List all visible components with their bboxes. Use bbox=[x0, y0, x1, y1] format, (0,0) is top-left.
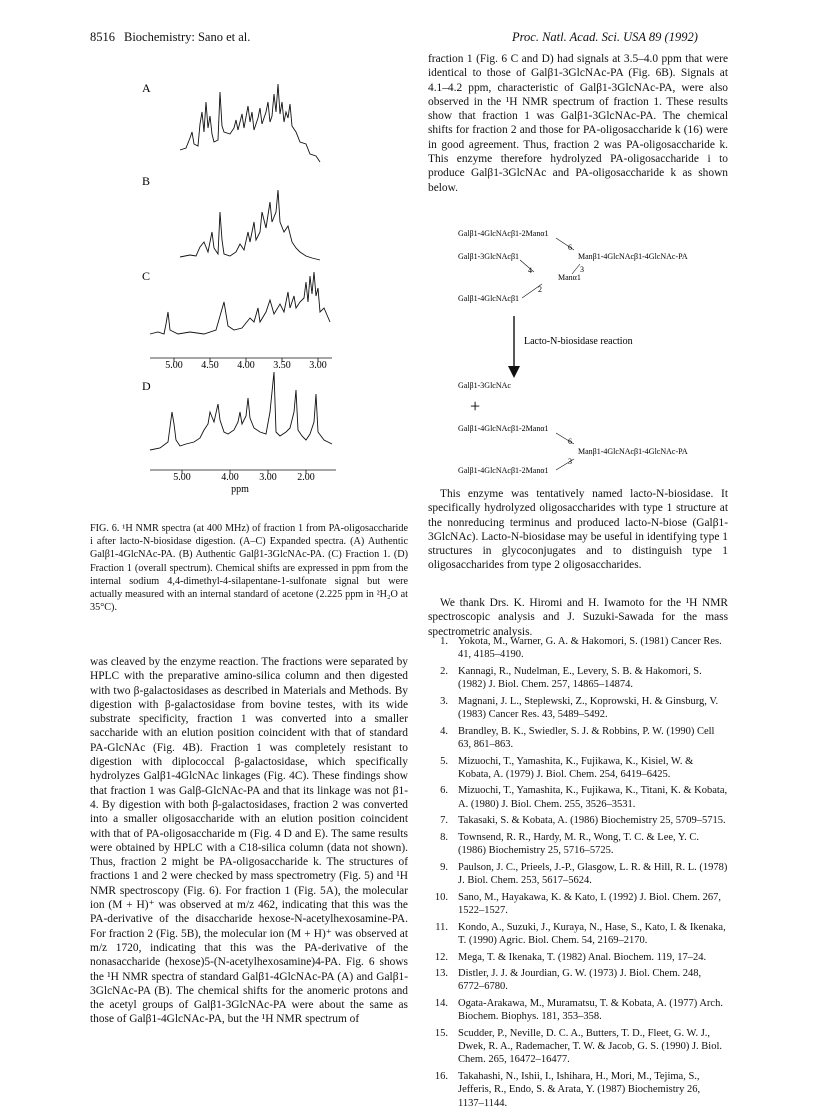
page-number: 8516 bbox=[90, 30, 115, 44]
acknowledgment: We thank Drs. K. Hiromi and H. Iwamoto for the ¹H NMR spectroscopic analysis and J. Suzuki-Sawada for the mass spectrometric analysis. bbox=[428, 597, 728, 638]
right-column-body: fraction 1 (Fig. 6 C and D) had signals at 3.5–4.0 ppm that were identical to those of Galβ1-3GlcNAc-PA (Fig. 6B). Signals at 4.1–4.2 ppm, characteristic of Galβ1-3GlcNAc-PA, were also observed in the ¹H NMR spectrum of fraction 1. These results show that fraction 1 was Galβ1-3GlcNAc-PA. The chemical shifts for fraction 2 and those for PA-oligosaccharide k (16) were in good agreement. Thus, fraction 2 was PA-oligosaccharide k. This enzyme therefore hydrolyzed PA-oligosaccharide i to produce Galβ1-3GlcNAc and PA-oligosaccharide k as shown below. bbox=[428, 53, 728, 194]
tick-label: 3.00 bbox=[259, 472, 277, 483]
reference-item: 13. Distler, J. J. & Jourdian, G. W. (1973) J. Biol. Chem. 248, 6772–6780. bbox=[434, 968, 702, 993]
reaction-scheme bbox=[458, 228, 728, 480]
reference-list bbox=[428, 635, 728, 1113]
panel-label-c: C bbox=[142, 269, 151, 283]
link-4: 4 bbox=[528, 266, 532, 275]
product-link-3: 3 bbox=[568, 457, 572, 466]
tick-label: 4.50 bbox=[201, 360, 219, 371]
reference-item: 16. Takahashi, N., Ishii, I., Ishihara, H., Mori, M., Tejima, S., Jefferis, R., Endo, S. & Arata, Y. (1987) Biochemistry 26, 1137–1144. bbox=[434, 1071, 701, 1109]
reference-item: 1. Yokota, M., Warner, G. A. & Hakomori, S. (1981) Cancer Res. 41, 4185–4190. bbox=[440, 636, 722, 661]
conclusion-paragraph: This enzyme was tentatively named lacto-N-biosidase. It specifically hydrolyzed oligosaccharides with type 1 structure at the nonreducing terminus and produced lacto-N-biose (Galβ1-3GlcNAc). Lacto-N-biosidase may be useful in identifying type 1 structures in glycoconjugates and to distinguish type 1 oligosaccharides from type 2 oligosaccharides. bbox=[428, 488, 728, 572]
running-head-left: Biochemistry: Sano et al. bbox=[124, 30, 251, 44]
tick-label: 3.00 bbox=[309, 360, 327, 371]
panel-label-d: D bbox=[142, 379, 151, 393]
tick-label: 5.00 bbox=[173, 472, 191, 483]
plus-sign: + bbox=[470, 396, 481, 416]
link-6: 6 bbox=[568, 243, 572, 252]
axis-unit-label: ppm bbox=[231, 484, 249, 495]
reference-item: 10. Sano, M., Hayakawa, K. & Kato, I. (1992) J. Biol. Chem. 267, 1522–1527. bbox=[434, 891, 722, 917]
reference-item: 15. Scudder, P., Neville, D. C. A., Butters, T. D., Fleet, G. W. J., Dwek, R. A., Rademacher, T. W. & Jacob, G. S. (1990) J. Biol. Chem. 265, 16472–16477. bbox=[434, 1027, 722, 1066]
substrate-branch-1: Galβ1-4GlcNAcβ1-2Manα1 bbox=[458, 229, 549, 238]
tick-label: 5.00 bbox=[165, 360, 183, 371]
left-column-body: was cleaved by the enzyme reaction. The fractions were separated by HPLC with the preparative amino-silica column and then digested with two β-galactosidases as described in Materials and Methods. By digestion with β-galactosidase from bovine testes, with its wide substrate specificity, fraction 1 was converted into a smaller saccharide with an elution position coincident with that of standard PA-GlcNAc (Fig. 4B). Fraction 1 was completely resistant to digestion with diplococcal β-galactosidase, which specifically hydrolyzes Galβ1-4GlcNAc linkages (Fig. 4C). These findings show that fraction 1 was Galβ-GlcNAc-PA and that its linkage was not β1-4. By digestion with both β-galactosidases, fraction 2 was converted into a smaller oligosaccharide with an elution position coincident with that of PA-oligosaccharide m (Fig. 4 D and E). The same results were obtained by HPLC with a C18-silica column (data not shown). Thus, fraction 2 might be PA-oligosaccharide k. The structures of fractions 1 and 2 were checked by mass spectrometry (Fig. 5) and ¹H NMR spectroscopy (Fig. 6). For fraction 1 (Fig. 5A), the molecular ion (M + H)⁺ was observed at m/z 462, indicating that this was the PA-derivative of the disaccharide hexose-N-acetylhexosamine-PA. For fraction 2 (Fig. 5B), the molecular ion (M + H)⁺ was observed at m/z 1720, indicating that this was the PA-derivative of the nonasaccharide (hexose)5-(N-acetylhexosamine)4-PA. Fig. 6 shows the ¹H NMR spectra of standard Galβ1-4GlcNAc-PA (A) and Galβ1-3GlcNAc-PA (B). The chemical shifts for the anomeric protons and the acetyl groups of Galβ1-3GlcNAc-PA were about the same as those of Galβ1-4GlcNAc-PA, but the ¹H NMR spectrum of bbox=[90, 656, 408, 1026]
product-1: Galβ1-3GlcNAc bbox=[458, 381, 511, 390]
tick-label: 4.00 bbox=[237, 360, 255, 371]
axis-ticks-full bbox=[182, 470, 306, 474]
product-2-branch-2: Galβ1-4GlcNAcβ1-2Manα1 bbox=[458, 466, 549, 475]
reference-item: 5. Mizuochi, T., Yamashita, K., Fujikawa, K., Kisiel, W. & Kobata, A. (1979) J. Biol. Chem. 254, 6419–6425. bbox=[440, 755, 694, 780]
reference-item: 11. Kondo, A., Suzuki, J., Kuraya, N., Hase, S., Kato, I. & Ikenaka, T. (1990) Agric. Biol. Chem. 54, 2169–2170. bbox=[435, 921, 726, 946]
substrate-core: Manβ1-4GlcNAcβ1-4GlcNAc-PA bbox=[578, 252, 688, 261]
tick-label: 4.00 bbox=[221, 472, 239, 483]
product-link-6: 6 bbox=[568, 437, 572, 446]
link-3: 3 bbox=[580, 265, 584, 274]
reaction-arrow-head bbox=[508, 366, 520, 378]
running-head-right: Proc. Natl. Acad. Sci. USA 89 (1992) bbox=[512, 30, 698, 44]
reference-item: 12. Mega, T. & Ikenaka, T. (1982) Anal. Biochem. 119, 17–24. bbox=[434, 951, 707, 963]
reference-item: 6. Mizuochi, T., Yamashita, K., Fujikawa, K., Titani, K. & Kobata, A. (1980) J. Biol. Chem. 255, 3526–3531. bbox=[440, 785, 728, 810]
reference-item: 9. Paulson, J. C., Prieels, J.-P., Glasgow, L. R. & Hill, R. L. (1978) J. Biol. Chem. 253, 5617–5624. bbox=[440, 861, 728, 887]
reference-item: 14. Ogata-Arakawa, M., Muramatsu, T. & Kobata, A. (1977) Arch. Biochem. Biophys. 181, 353–358. bbox=[434, 997, 723, 1023]
nmr-spectra-figure bbox=[120, 72, 420, 512]
reference-item: 7. Takasaki, S. & Kobata, A. (1986) Biochemistry 25, 5709–5715. bbox=[440, 815, 726, 827]
panel-label-b: B bbox=[142, 174, 151, 188]
panel-label-a: A bbox=[142, 81, 151, 95]
reference-item: 4. Brandley, B. K., Swiedler, S. J. & Robbins, P. W. (1990) Cell 63, 861–863. bbox=[440, 725, 715, 750]
spectrum-d bbox=[150, 372, 332, 450]
tick-label: 3.50 bbox=[273, 360, 291, 371]
figure-caption: FIG. 6. ¹H NMR spectra (at 400 MHz) of fraction 1 from PA-oligosaccharide i after lacto-N-biosidase digestion. (A–C) Expanded spectra. (A) Authentic Galβ1-4GlcNAc-PA. (B) Authentic Galβ1-3GlcNAc-PA. (C) Fraction 1. (D) Fraction 1 (overall spectrum). Chemical shifts are expressed in ppm from the internal sodium 4,4-dimethyl-4-silapentane-1-sulfonate signal but were actually measured with an internal standard of acetone (2.225 ppm in ²H₂O at 35°C). bbox=[90, 523, 408, 614]
spectrum-a bbox=[180, 84, 320, 162]
substrate-branch-3: Galβ1-4GlcNAcβ1 bbox=[458, 294, 520, 303]
spectrum-b bbox=[180, 190, 320, 260]
reference-item: 8. Townsend, R. R., Hardy, M. R., Wong, T. C. & Lee, Y. C. (1986) Biochemistry 25, 5716–5725. bbox=[440, 831, 699, 857]
substrate-mana: Manα1 bbox=[558, 273, 581, 282]
reference-item: 3. Magnani, J. L., Steplewski, Z., Koprowski, H. & Ginsburg, V. (1983) Cancer Res. 43, 5489–5492. bbox=[440, 695, 719, 721]
tick-label: 2.00 bbox=[297, 472, 315, 483]
product-2-branch-1: Galβ1-4GlcNAcβ1-2Manα1 bbox=[458, 424, 549, 433]
spectrum-c bbox=[150, 272, 330, 334]
link-2: 2 bbox=[538, 285, 542, 294]
reference-item: 2. Kannagi, R., Nudelman, E., Levery, S. B. & Hakomori, S. (1982) J. Biol. Chem. 257, 14865–14874. bbox=[440, 665, 702, 691]
substrate-branch-2: Galβ1-3GlcNAcβ1 bbox=[458, 252, 520, 261]
reaction-label: Lacto-N-biosidase reaction bbox=[524, 336, 633, 347]
product-2-core: Manβ1-4GlcNAcβ1-4GlcNAc-PA bbox=[578, 447, 688, 456]
